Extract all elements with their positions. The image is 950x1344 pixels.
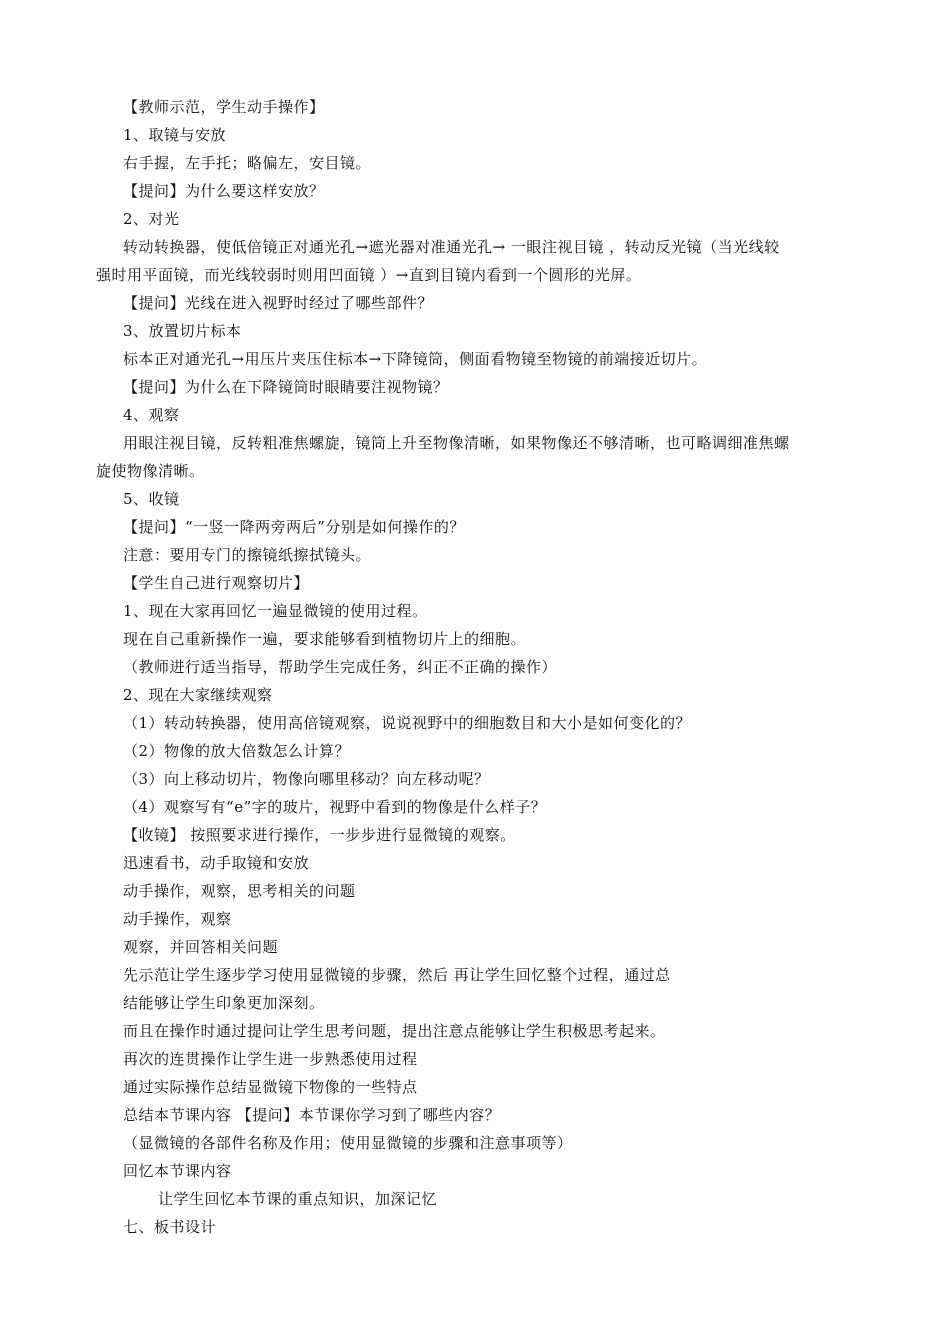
paragraph: 右手握，左手托；略偏左，安目镜。 bbox=[123, 154, 372, 172]
paragraph: 结能够让学生印象更加深刻。 bbox=[123, 994, 325, 1012]
paragraph: 回忆本节课内容 bbox=[123, 1162, 232, 1180]
paragraph: 迅速看书，动手取镜和安放 bbox=[123, 854, 310, 872]
paragraph: 动手操作，观察 bbox=[123, 910, 232, 928]
paragraph: 而且在操作时通过提问让学生思考问题，提出注意点能够让学生积极思考起来。 bbox=[123, 1022, 666, 1040]
section-heading: 七、板书设计 bbox=[123, 1218, 217, 1236]
question-line: 【提问】为什么要这样安放？ bbox=[123, 182, 325, 200]
question-line: 【提问】为什么在下降镜筒时眼睛要注视物镜？ bbox=[123, 378, 449, 396]
list-item: （2）物像的放大倍数怎么计算？ bbox=[123, 742, 351, 760]
paragraph: （教师进行适当指导，帮助学生完成任务，纠正不正确的操作） bbox=[123, 658, 558, 676]
paragraph-continuation: 强时用平面镜，而光线较弱时则用凹面镜 ）→直到目镜内看到一个圆形的光屏。 bbox=[96, 266, 642, 284]
paragraph-continuation: 旋使物像清晰。 bbox=[96, 462, 205, 480]
step-heading: 5、收镜 bbox=[123, 490, 180, 508]
paragraph: 通过实际操作总结显微镜下物像的一些特点 bbox=[123, 1078, 418, 1096]
step-heading: 1、现在大家再回忆一遍显微镜的使用过程。 bbox=[123, 602, 428, 620]
step-heading: 1、取镜与安放 bbox=[123, 126, 227, 144]
paragraph: 标本正对通光孔→用压片夹压住标本→下降镜筒，侧面看物镜至物镜的前端接近切片。 bbox=[123, 350, 708, 368]
paragraph: 观察，并回答相关问题 bbox=[123, 938, 279, 956]
paragraph: （显微镜的各部件名称及作用；使用显微镜的步骤和注意事项等） bbox=[123, 1134, 573, 1152]
paragraph: 让学生回忆本节课的重点知识，加深记忆 bbox=[158, 1190, 438, 1208]
list-item: （3）向上移动切片，物像向哪里移动？向左移动呢？ bbox=[123, 770, 490, 788]
step-heading: 2、现在大家继续观察 bbox=[123, 686, 273, 704]
paragraph: 转动转换器，使低倍镜正对通光孔→遮光器对准通光孔→ 一眼注视目镜 ，转动反光镜（当光线较 bbox=[123, 238, 780, 256]
paragraph: 再次的连贯操作让学生进一步熟悉使用过程 bbox=[123, 1050, 418, 1068]
document-body bbox=[96, 93, 856, 1241]
list-item: （1）转动转换器，使用高倍镜观察，说说视野中的细胞数目和大小是如何变化的？ bbox=[123, 714, 692, 732]
paragraph: 现在自己重新操作一遍，要求能够看到植物切片上的细胞。 bbox=[123, 630, 527, 648]
paragraph: 【收镜】 按照要求进行操作，一步步进行显微镜的观察。 bbox=[123, 826, 516, 844]
step-heading: 2、对光 bbox=[123, 210, 180, 228]
section-heading: 【学生自己进行观察切片】 bbox=[123, 574, 310, 592]
question-line: 【提问】光线在进入视野时经过了哪些部件？ bbox=[123, 294, 434, 312]
section-heading: 【教师示范，学生动手操作】 bbox=[123, 98, 325, 116]
note-line: 注意：要用专门的擦镜纸擦拭镜头。 bbox=[123, 546, 372, 564]
question-line: 【提问】“一竖一降两旁两后”分别是如何操作的？ bbox=[123, 518, 465, 536]
paragraph: 总结本节课内容 【提问】本节课你学习到了哪些内容？ bbox=[123, 1106, 501, 1124]
paragraph: 动手操作，观察，思考相关的问题 bbox=[123, 882, 356, 900]
step-heading: 3、放置切片标本 bbox=[123, 322, 242, 340]
paragraph: 用眼注视目镜，反转粗准焦螺旋，镜筒上升至物像清晰，如果物像还不够清晰，也可略调细准焦螺 bbox=[123, 434, 790, 452]
step-heading: 4、观察 bbox=[123, 406, 180, 424]
paragraph: 先示范让学生逐步学习使用显微镜的步骤，然后 再让学生回忆整个过程，通过总 bbox=[123, 966, 671, 984]
list-item: （4）观察写有“e”字的玻片，视野中看到的物像是什么样子？ bbox=[123, 798, 547, 816]
